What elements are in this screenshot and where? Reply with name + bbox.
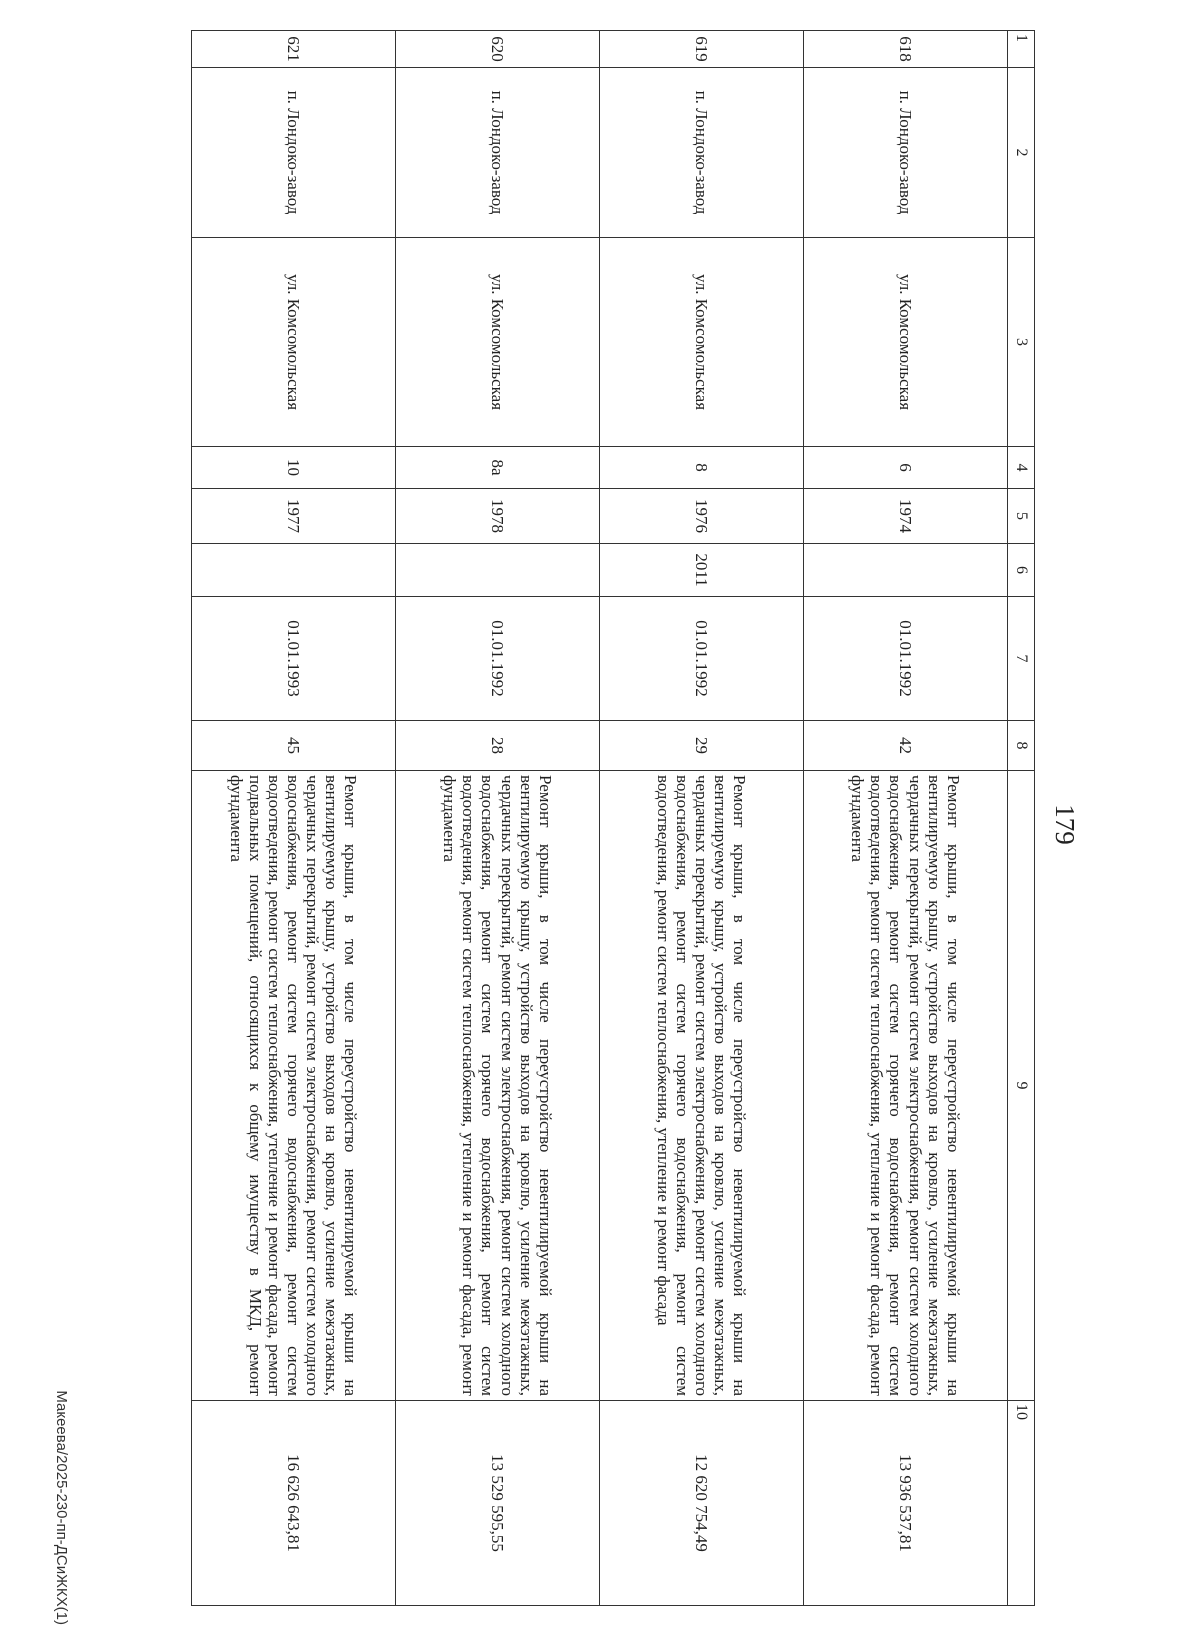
year-col6-cell	[396, 544, 600, 597]
header-cell: 5	[1008, 489, 1035, 544]
col8-cell: 29	[600, 721, 804, 771]
row-number: 618	[804, 31, 1008, 68]
street-cell: ул. Комсомольская	[396, 238, 600, 447]
table-row	[192, 31, 396, 1606]
header-cell: 3	[1008, 238, 1035, 447]
settlement-cell: п. Лондоко-завод	[192, 68, 396, 238]
header-cell: 10	[1008, 1401, 1035, 1606]
works-description-cell: Ремонт крыши, в том числе переустройство невентилируемой крыши на вентилируемую крышу, устройство выходов на кровлю, усиление межэтажных, чердачных перекрытий, ремонт систем электроснабжения, ремонт систем холодного водоснабжения, ремонт систем горячего водоснабжения, ремонт систем водоотведения, ремонт систем теплоснабжения, утепление и ремонт фасада	[600, 771, 804, 1401]
street-cell: ул. Комсомольская	[600, 238, 804, 447]
year-built-cell: 1977	[192, 489, 396, 544]
street-cell: ул. Комсомольская	[192, 238, 396, 447]
page-number: 179	[1050, 804, 1080, 845]
row-number: 619	[600, 31, 804, 68]
year-built-cell: 1976	[600, 489, 804, 544]
cost-cell: 12 620 754,49	[600, 1401, 804, 1606]
settlement-cell: п. Лондоко-завод	[600, 68, 804, 238]
table-row	[600, 31, 804, 1606]
date-cell: 01.01.1993	[192, 597, 396, 721]
header-cell: 1	[1008, 31, 1035, 68]
works-description-cell: Ремонт крыши, в том числе переустройство невентилируемой крыши на вентилируемую крышу, устройство выходов на кровлю, усиление межэтажных, чердачных перекрытий, ремонт систем электроснабжения, ремонт систем холодного водоснабжения, ремонт систем горячего водоснабжения, ремонт систем водоотведения, ремонт систем теплоснабжения, утепление и ремонт фасада, ремонт подвальных помещений, относящихся к общему имуществу в МКД, ремонт фундамента	[192, 771, 396, 1401]
settlement-cell: п. Лондоко-завод	[804, 68, 1008, 238]
cost-cell: 16 626 643,81	[192, 1401, 396, 1606]
settlement-cell: п. Лондоко-завод	[396, 68, 600, 238]
works-description-cell: Ремонт крыши, в том числе переустройство невентилируемой крыши на вентилируемую крышу, устройство выходов на кровлю, усиление межэтажных, чердачных перекрытий, ремонт систем электроснабжения, ремонт систем холодного водоснабжения, ремонт систем горячего водоснабжения, ремонт систем водоотведения, ремонт систем теплоснабжения, утепление и ремонт фасада, ремонт фундамента	[804, 771, 1008, 1401]
year-built-cell: 1978	[396, 489, 600, 544]
works-description-cell: Ремонт крыши, в том числе переустройство невентилируемой крыши на вентилируемую крышу, устройство выходов на кровлю, усиление межэтажных, чердачных перекрытий, ремонт систем электроснабжения, ремонт систем холодного водоснабжения, ремонт систем горячего водоснабжения, ремонт систем водоотведения, ремонт систем теплоснабжения, утепление и ремонт фасада, ремонт фундамента	[396, 771, 600, 1401]
header-cell: 9	[1008, 771, 1035, 1401]
year-built-cell: 1974	[804, 489, 1008, 544]
year-col6-cell: 2011	[600, 544, 804, 597]
column-number-header	[1008, 31, 1035, 1606]
table-row	[396, 31, 600, 1606]
year-col6-cell	[192, 544, 396, 597]
house-number-cell: 6	[804, 447, 1008, 489]
document-reference-footer: Макеева/2025-230-пп-ДСиЖКХ(1)	[53, 1390, 70, 1625]
year-col6-cell	[804, 544, 1008, 597]
header-cell: 2	[1008, 68, 1035, 238]
date-cell: 01.01.1992	[804, 597, 1008, 721]
house-number-cell: 8а	[396, 447, 600, 489]
street-cell: ул. Комсомольская	[804, 238, 1008, 447]
header-cell: 8	[1008, 721, 1035, 771]
header-cell: 4	[1008, 447, 1035, 489]
col8-cell: 28	[396, 721, 600, 771]
row-number: 621	[192, 31, 396, 68]
row-number: 620	[396, 31, 600, 68]
repair-program-table	[191, 30, 1035, 1606]
table-row	[804, 31, 1008, 1606]
header-cell: 6	[1008, 544, 1035, 597]
header-cell: 7	[1008, 597, 1035, 721]
house-number-cell: 8	[600, 447, 804, 489]
col8-cell: 45	[192, 721, 396, 771]
date-cell: 01.01.1992	[396, 597, 600, 721]
col8-cell: 42	[804, 721, 1008, 771]
date-cell: 01.01.1992	[600, 597, 804, 721]
house-number-cell: 10	[192, 447, 396, 489]
cost-cell: 13 529 595,55	[396, 1401, 600, 1606]
cost-cell: 13 936 537,81	[804, 1401, 1008, 1606]
